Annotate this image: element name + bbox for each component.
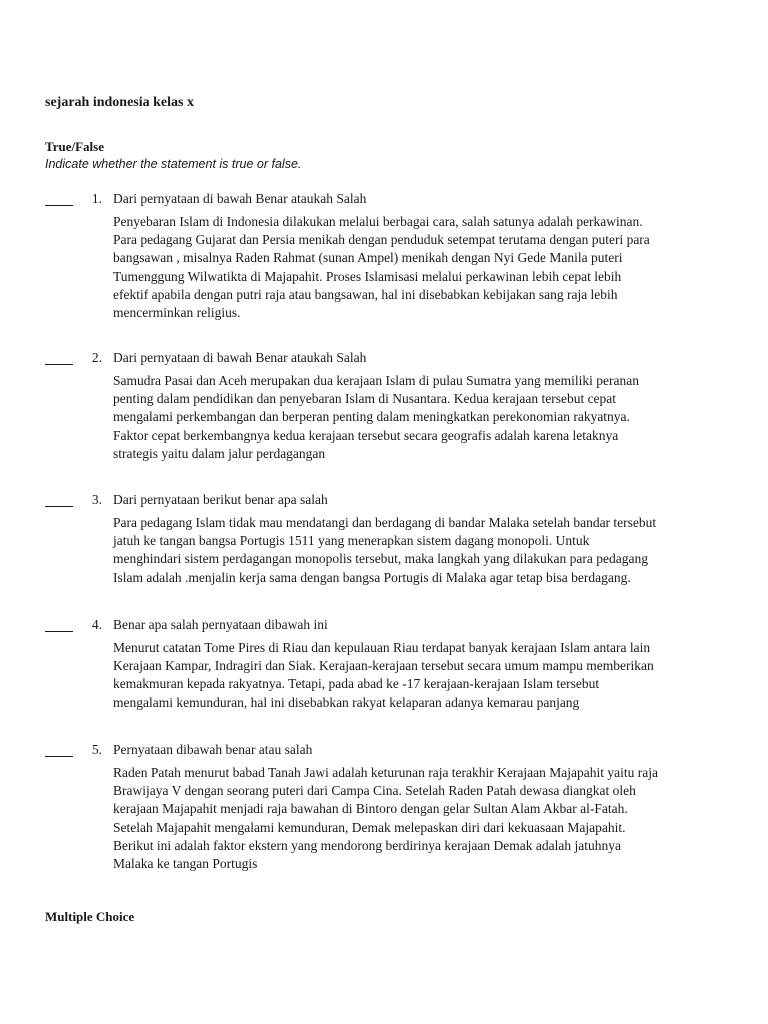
statement-line: Kerajaan Kampar, Indragiri dan Siak. Kerajaan-kerajaan tersebut secara umum mampu memberikan (113, 658, 654, 674)
statement-line: bangsawan , misalnya Raden Rahmat (sunan Ampel) menikah dengan Nyi Gede Manila puteri (113, 250, 623, 266)
statement-line: Menurut catatan Tome Pires di Riau dan kepulauan Riau terdapat banyak kerajaan Islam antara lain (113, 640, 651, 655)
statement-line: Faktor cepat berkembangnya kedua kerajaan tersebut secara geografis adalah karena letaknya (113, 427, 619, 443)
statement-line: jatuh ke tangan bangsa Portugis 1511 yang menerapkan sistem dagang monopoli. Untuk (113, 533, 590, 549)
question-statement (113, 372, 728, 463)
question-prompt: Pernyataan dibawah benar atau salah (113, 742, 313, 757)
document-title: sejarah indonesia kelas x (45, 95, 194, 110)
question-prompt: Benar apa salah pernyataan dibawah ini (113, 617, 328, 632)
question-prompt: Dari pernyataan di bawah Benar ataukah Salah (113, 350, 367, 365)
statement-line: Para pedagang Gujarat dan Persia menikah dengan penduduk setempat terutama dengan puteri para (113, 232, 650, 248)
statement-line: Para pedagang Islam tidak mau mendatangi dan berdagang di bandar Malaka setelah bandar tersebut (113, 515, 657, 530)
statement-line: Penyebaran Islam di Indonesia dilakukan melalui berbagai cara, salah satunya adalah perkawinan. (113, 214, 643, 229)
statement-line: Samudra Pasai dan Aceh merupakan dua kerajaan Islam di pulau Sumatra yang memiliki peranan (113, 373, 639, 388)
statement-line: Malaka ke tangan Portugis (113, 856, 258, 872)
question-number: 3. (91, 492, 102, 507)
section-heading-true-false: True/False (45, 139, 104, 154)
answer-blank[interactable] (45, 349, 73, 365)
answer-blank[interactable] (45, 491, 73, 507)
statement-line: Berikut ini adalah faktor ekstern yang mendorong berdirinya kerajaan Demak adalah jatuhnya (113, 837, 621, 853)
question-number: 5. (91, 742, 102, 757)
question-statement (113, 514, 728, 587)
statement-line: mengalami perkembangan dan berperan penting dalam meningkatkan perekonomian rakyatnya. (113, 409, 630, 425)
question-statement (113, 639, 728, 712)
statement-line: strategis yaitu dalam jalur perdagangan (113, 445, 326, 461)
question-number: 2. (91, 350, 102, 365)
statement-line: Brawijaya V dengan seorang puteri dari Campa Cina. Setelah Raden Patah dewasa diangkat oleh (113, 783, 636, 799)
statement-line: kerajaan Majapahit menjadi raja bawahan di Bintoro dengan gelar Sultan Alam Akbar al-Fatah. (113, 801, 628, 817)
statement-line: Raden Patah menurut babad Tanah Jawi adalah keturunan raja terakhir Kerajaan Majapahit yaitu raja (113, 765, 658, 780)
statement-line: Tumenggung Wilwatikta di Majapahit. Proses Islamisasi melalui perkawinan lebih cepat lebih (113, 268, 622, 284)
section-heading-multiple-choice: Multiple Choice (45, 909, 135, 924)
statement-line: Islam adalah .menjalin kerja sama dengan bangsa Portugis di Malaka agar tetap bisa berdagang. (113, 569, 631, 585)
statement-line: penting dalam pendidikan dan penyebaran Islam di Nusantara. Kedua kerajaan tersebut cepat (113, 391, 617, 407)
question-prompt: Dari pernyataan berikut benar apa salah (113, 492, 328, 507)
question-statement (113, 764, 728, 873)
statement-line: mengalami kemunduran, hal ini disebabkan rakyat kelaparan adanya kemarau panjang (113, 694, 580, 710)
statement-line: menghindari sistem perdagangan monopolis tersebut, maka langkah yang dilakukan para pedagang (113, 551, 648, 567)
statement-line: Setelah Majapahit mengalami kemunduran, Demak melepaskan diri dari kekuasaan Majapahit. (113, 819, 626, 835)
statement-line: kemakmuran kepada rakyatnya. Tetapi, pada abad ke -17 kerajaan-kerajaan Islam tersebut (113, 676, 600, 692)
section-instruction: Indicate whether the statement is true or false. (45, 157, 302, 171)
question-statement (113, 213, 728, 322)
question-number: 4. (91, 617, 102, 632)
statement-line: efektif apabila dengan putri raja atau bangsawan, hal ini disebabkan kebijakan sang raja lebih (113, 286, 618, 302)
answer-blank[interactable] (45, 190, 73, 206)
answer-blank[interactable] (45, 741, 73, 757)
statement-line: mencerminkan religius. (113, 305, 241, 321)
question-number: 1. (91, 191, 102, 206)
answer-blank[interactable] (45, 616, 73, 632)
question-prompt: Dari pernyataan di bawah Benar ataukah Salah (113, 191, 367, 206)
